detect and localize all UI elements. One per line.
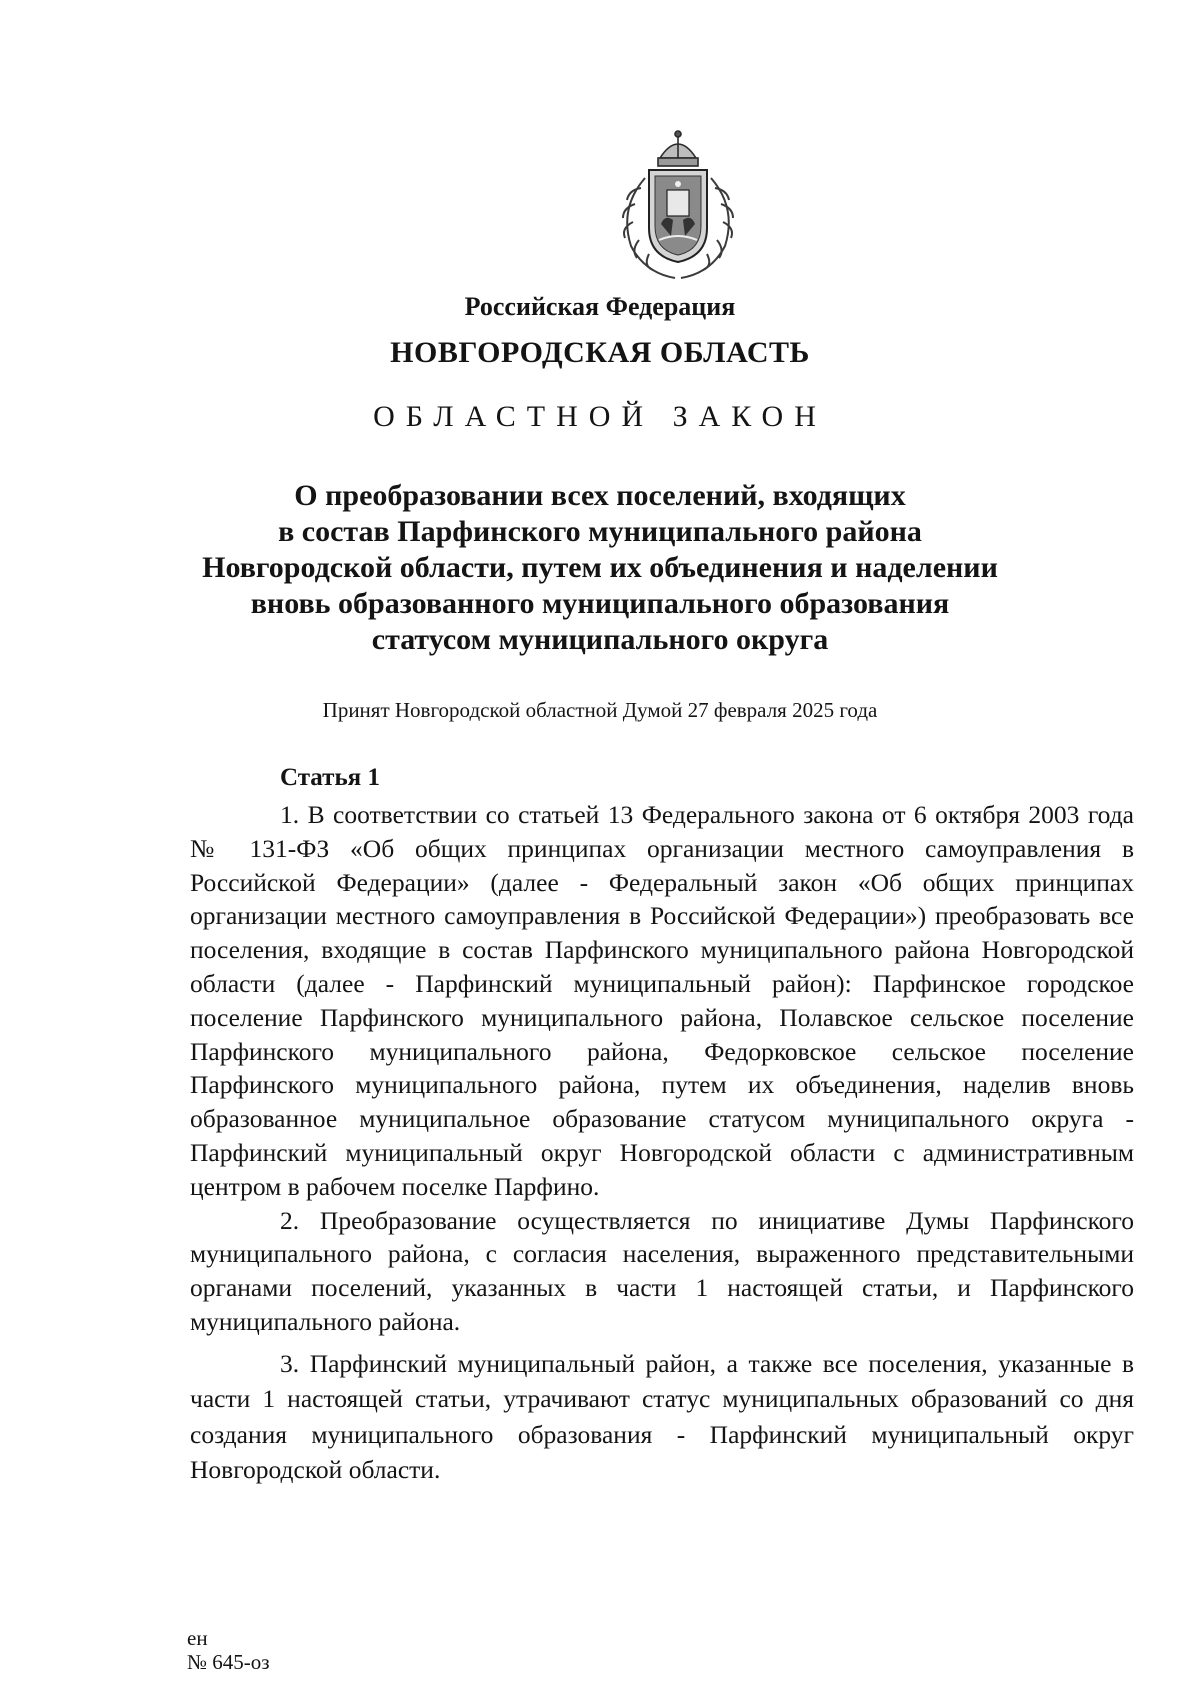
- article-paragraph: 3. Парфинский муниципальный район, а также все поселения, указанные в части 1 настоящей статьи, утрачивают статус муниципальных образований со дня создания муниципального образования - Парфинский муниципальный округ Новгородской области.: [190, 1348, 1134, 1485]
- article-heading: Статья 1: [280, 764, 380, 791]
- region-name: НОВГОРОДСКАЯ ОБЛАСТЬ: [390, 336, 810, 369]
- law-title-line: в состав Парфинского муниципального района: [278, 515, 922, 548]
- law-title-line: статусом муниципального округа: [371, 623, 829, 656]
- coat-of-arms-emblem: [605, 128, 751, 288]
- law-title: [0, 478, 1200, 658]
- article-body: [190, 798, 1134, 1488]
- footer-number: № 645-оз: [187, 1650, 270, 1674]
- article-paragraph: 2. Преобразование осуществляется по инициативе Думы Парфинского муниципального района, с согласия населения, выраженного представительными органами поселений, указанных в части 1 настоящей статьи, и Парфинского муниципального района.: [190, 1205, 1134, 1336]
- document-type: ОБЛАСТНОЙ ЗАКОН: [373, 400, 827, 433]
- law-title-line: Новгородской области, путем их объединения и наделении: [202, 551, 998, 584]
- law-title-line: О преобразовании всех поселений, входящих: [294, 479, 906, 512]
- document-footer: [187, 1626, 270, 1674]
- country-name: Российская Федерация: [464, 292, 736, 321]
- adoption-note: Принят Новгородской областной Думой 27 февраля 2025 года: [322, 698, 878, 722]
- law-title-line: вновь образованного муниципального образования: [250, 587, 950, 620]
- article-paragraph: 1. В соответствии со статьей 13 Федерального закона от 6 октября 2003 года № 131-ФЗ «Об общих принципах организации местного самоуправления в Российской Федерации» (далее - Федеральный закон «Об общих принципах организации местного самоуправления в Российской Федерации») преобразовать все поселения, входящие в состав Парфинского муниципального района Новгородской области (далее - Парфинский муниципальный район): Парфинское городское поселение Парфинского муниципального района, Полавское сельское поселение Парфинского муниципального района, Федорковское сельское поселение Парфинского муниципального района, путем их объединения, наделив вновь образованное муниципальное образование статусом муниципального округа - Парфинский муниципальный округ Новгородской области с административным центром в рабочем поселке Парфино.: [190, 800, 1134, 1201]
- footer-initials: ен: [187, 1626, 208, 1650]
